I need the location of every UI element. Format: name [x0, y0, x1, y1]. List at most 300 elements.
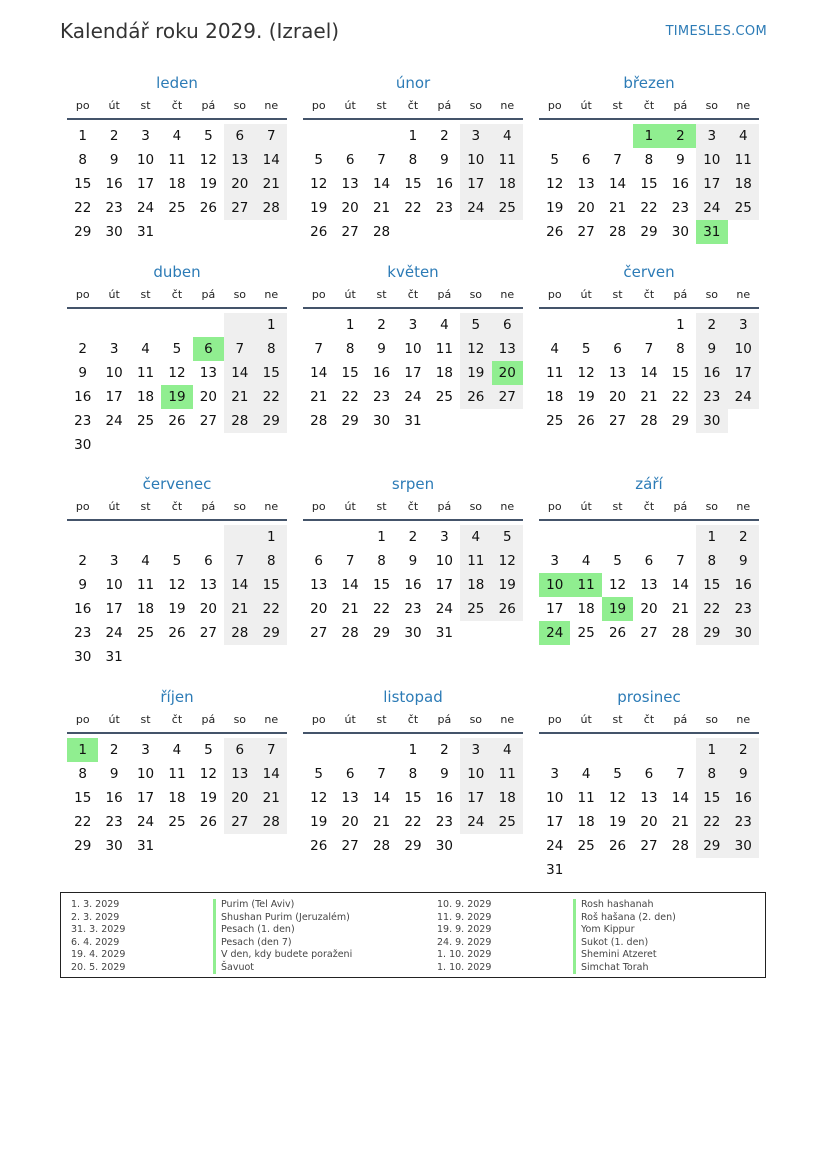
week-row [67, 834, 287, 858]
weekday-label: po [75, 500, 90, 513]
week-row [303, 621, 523, 645]
day-cell: 14 [224, 573, 255, 597]
holiday-name: Roš hašana (2. den) [573, 912, 676, 925]
empty-day-cell [224, 220, 255, 244]
day-cell: 6 [204, 553, 213, 569]
empty-day-cell [256, 834, 287, 858]
week-row [303, 786, 523, 810]
empty-day-cell [98, 433, 129, 457]
day-cell: 1 [256, 313, 287, 337]
weekday-label: so [469, 99, 483, 112]
day-cell: 12 [492, 549, 523, 573]
empty-day-cell [570, 124, 601, 148]
day-cell: 7 [676, 766, 685, 782]
weekday-label: ne [736, 500, 751, 513]
month-name: únor [395, 74, 431, 92]
week-row [539, 834, 759, 858]
day-cell: 9 [728, 762, 759, 786]
month-name: duben [153, 263, 201, 281]
day-cell: 28 [671, 625, 689, 641]
weekday-label: čt [643, 99, 655, 112]
week-row [539, 361, 759, 385]
holiday-name: V den, kdy budete poraženi [213, 949, 352, 962]
week-row [539, 196, 759, 220]
empty-day-cell [728, 409, 759, 433]
day-cell: 7 [377, 152, 386, 168]
week-row [67, 385, 287, 409]
week-row [303, 385, 523, 409]
day-cell: 2 [728, 738, 759, 762]
day-cell: 17 [136, 176, 155, 192]
day-cell: 29 [74, 224, 92, 240]
day-cell: 17 [460, 786, 491, 810]
day-cell: 2 [109, 742, 119, 758]
empty-day-cell [193, 220, 224, 244]
day-cell: 8 [408, 766, 418, 782]
day-cell: 29 [404, 838, 422, 854]
weekday-label: pá [437, 500, 452, 513]
weekday-label: so [233, 500, 247, 513]
day-cell: 4 [581, 766, 591, 782]
day-cell: 17 [546, 814, 564, 830]
month-name: leden [156, 74, 198, 92]
week-row [539, 738, 759, 762]
week-row [539, 220, 759, 244]
day-cell: 23 [105, 200, 123, 216]
day-cell: 2 [728, 525, 759, 549]
day-cell: 28 [372, 838, 391, 854]
day-cell: 8 [78, 152, 87, 168]
week-row [67, 361, 287, 385]
month-name: červenec [142, 475, 212, 493]
day-cell: 11 [728, 148, 759, 172]
day-cell: 16 [728, 786, 759, 810]
day-cell: 7 [377, 766, 386, 782]
day-cell: 8 [408, 152, 418, 168]
day-cell: 1 [408, 128, 418, 144]
month-1 [303, 73, 523, 244]
day-cell: 18 [577, 814, 595, 830]
weekday-label: pá [201, 99, 216, 112]
day-cell: 17 [404, 365, 422, 381]
empty-day-cell [303, 525, 334, 549]
weekday-label: pá [673, 99, 688, 112]
holiday-names-column-1 [213, 899, 352, 974]
day-cell: 26 [310, 838, 328, 854]
weekday-label: po [547, 288, 562, 301]
day-cell: 12 [168, 365, 186, 381]
day-cell: 29 [256, 409, 287, 433]
weekday-label: po [75, 713, 90, 726]
empty-day-cell [98, 525, 129, 549]
day-cell: 20 [608, 389, 627, 405]
day-cell: 16 [74, 601, 92, 617]
day-cell: 14 [224, 361, 255, 385]
day-cell: 6 [613, 341, 622, 357]
day-cell: 15 [372, 577, 391, 593]
weekday-label: st [612, 500, 623, 513]
day-cell: 22 [372, 601, 391, 617]
weekday-label: ne [736, 99, 751, 112]
day-cell: 2 [377, 317, 386, 333]
empty-day-cell [130, 525, 161, 549]
holiday-dates-column-1 [71, 899, 125, 974]
empty-day-cell [460, 834, 491, 858]
holiday-name: Pesach (1. den) [213, 924, 352, 937]
week-row [303, 810, 523, 834]
week-row [303, 573, 523, 597]
day-cell: 19 [608, 814, 627, 830]
holiday-date: 24. 9. 2029 [437, 936, 492, 948]
day-cell: 26 [168, 413, 186, 429]
day-cell: 19 [546, 200, 564, 216]
day-cell: 27 [224, 196, 255, 220]
day-cell: 24 [404, 389, 422, 405]
empty-day-cell [366, 124, 397, 148]
empty-day-cell [130, 433, 161, 457]
week-row [539, 409, 759, 433]
day-cell: 30 [435, 838, 453, 854]
holiday-list [60, 892, 766, 978]
weekday-label: st [140, 500, 151, 513]
day-cell: 6 [492, 313, 523, 337]
empty-day-cell [570, 858, 601, 882]
holiday-name: Shushan Purim (Jeruzalém) [213, 912, 352, 925]
weekday-label: so [233, 288, 247, 301]
day-cell: 15 [74, 176, 92, 192]
day-cell: 14 [310, 365, 328, 381]
day-cell: 24 [539, 621, 570, 645]
week-row [67, 573, 287, 597]
day-cell: 28 [224, 409, 255, 433]
day-cell: 26 [168, 625, 186, 641]
day-cell: 11 [460, 549, 491, 573]
day-cell: 3 [141, 742, 150, 758]
week-row [303, 313, 523, 337]
weekday-label: pá [673, 500, 688, 513]
day-cell: 24 [546, 838, 564, 854]
day-cell: 22 [256, 597, 287, 621]
empty-day-cell [193, 313, 224, 337]
month-name: srpen [391, 475, 435, 493]
day-cell: 5 [204, 128, 213, 144]
day-cell: 23 [372, 389, 391, 405]
day-cell: 10 [460, 148, 491, 172]
empty-day-cell [602, 124, 633, 148]
day-cell: 10 [696, 148, 727, 172]
weekday-label: so [469, 500, 483, 513]
day-cell: 30 [105, 224, 123, 240]
day-cell: 24 [136, 200, 155, 216]
day-cell: 12 [199, 766, 217, 782]
day-cell: 22 [256, 385, 287, 409]
weekday-header [67, 713, 287, 734]
weekday-label: út [108, 713, 120, 726]
day-cell: 31 [696, 220, 727, 244]
day-cell: 10 [105, 365, 123, 381]
day-cell: 5 [314, 766, 323, 782]
day-cell: 29 [671, 413, 689, 429]
weekday-label: po [547, 713, 562, 726]
day-cell: 28 [310, 413, 328, 429]
day-cell: 30 [105, 838, 123, 854]
day-cell: 19 [492, 573, 523, 597]
day-cell: 25 [577, 838, 595, 854]
day-cell: 17 [136, 790, 155, 806]
holiday-date: 1. 10. 2029 [437, 961, 492, 973]
weekday-label: pá [201, 500, 216, 513]
day-cell: 28 [671, 838, 689, 854]
day-cell: 31 [105, 649, 123, 665]
day-cell: 30 [728, 834, 759, 858]
week-row [303, 525, 523, 549]
day-cell: 2 [109, 128, 119, 144]
empty-day-cell [492, 409, 523, 433]
day-cell: 25 [136, 625, 155, 641]
day-cell: 29 [696, 834, 727, 858]
day-cell: 18 [460, 573, 491, 597]
week-row [303, 196, 523, 220]
day-cell: 2 [440, 128, 449, 144]
week-row [539, 621, 759, 645]
day-cell: 5 [460, 313, 491, 337]
day-cell: 13 [640, 790, 658, 806]
day-cell: 19 [310, 200, 328, 216]
day-cell: 22 [696, 597, 727, 621]
day-cell: 4 [460, 525, 491, 549]
day-cell: 22 [640, 200, 658, 216]
week-row [303, 148, 523, 172]
day-cell: 28 [372, 224, 391, 240]
weekday-header [303, 500, 523, 521]
weekday-label: st [140, 99, 151, 112]
holiday-name: Shemini Atzeret [573, 949, 676, 962]
day-cell: 18 [577, 601, 595, 617]
empty-day-cell [570, 738, 601, 762]
day-cell: 26 [608, 625, 627, 641]
day-cell: 15 [671, 365, 689, 381]
empty-day-cell [539, 525, 570, 549]
day-cell: 16 [105, 790, 123, 806]
weekday-label: út [580, 99, 592, 112]
empty-day-cell [397, 220, 428, 244]
empty-day-cell [161, 313, 192, 337]
day-cell: 7 [345, 553, 355, 569]
day-cell: 23 [435, 814, 453, 830]
day-cell: 27 [199, 625, 217, 641]
week-row [67, 433, 287, 457]
day-cell: 4 [172, 742, 182, 758]
month-7 [303, 474, 523, 645]
day-cell: 11 [492, 148, 523, 172]
empty-day-cell [665, 858, 696, 882]
empty-day-cell [570, 313, 601, 337]
empty-day-cell [602, 738, 633, 762]
weekday-label: st [376, 288, 387, 301]
day-cell: 28 [256, 810, 287, 834]
day-cell: 5 [581, 341, 591, 357]
day-cell: 20 [640, 814, 658, 830]
month-4 [303, 262, 523, 433]
empty-day-cell [67, 313, 98, 337]
day-cell: 22 [74, 200, 92, 216]
day-cell: 14 [640, 365, 658, 381]
day-cell: 27 [199, 413, 217, 429]
day-cell: 3 [460, 738, 491, 762]
day-cell: 19 [161, 385, 192, 409]
day-cell: 1 [676, 317, 685, 333]
day-cell: 7 [644, 341, 654, 357]
day-cell: 23 [105, 814, 123, 830]
day-cell: 4 [728, 124, 759, 148]
day-cell: 13 [199, 365, 217, 381]
day-cell: 11 [570, 573, 601, 597]
weekday-label: út [344, 713, 356, 726]
weekday-label: ne [264, 99, 279, 112]
weekday-header [539, 288, 759, 309]
empty-day-cell [161, 220, 192, 244]
day-cell: 4 [492, 124, 523, 148]
day-cell: 23 [728, 597, 759, 621]
week-row [539, 313, 759, 337]
day-cell: 30 [372, 413, 391, 429]
day-cell: 14 [341, 577, 359, 593]
day-cell: 14 [372, 790, 391, 806]
empty-day-cell [570, 525, 601, 549]
weekday-label: so [705, 713, 719, 726]
day-cell: 24 [105, 413, 123, 429]
month-name: březen [623, 74, 675, 92]
week-row [67, 337, 287, 361]
day-cell: 11 [492, 762, 523, 786]
holiday-date: 2. 3. 2029 [71, 911, 120, 923]
day-cell: 25 [460, 597, 491, 621]
day-cell: 21 [256, 786, 287, 810]
day-cell: 23 [74, 625, 92, 641]
holiday-name: Šavuot [213, 962, 352, 975]
day-cell: 3 [408, 317, 418, 333]
weekday-label: so [469, 713, 483, 726]
day-cell: 31 [136, 224, 155, 240]
day-cell: 25 [577, 625, 595, 641]
day-cell: 12 [168, 577, 186, 593]
day-cell: 12 [310, 176, 328, 192]
day-cell: 25 [136, 413, 155, 429]
week-row [67, 196, 287, 220]
day-cell: 21 [671, 814, 689, 830]
day-cell: 1 [67, 738, 98, 762]
weekday-label: ne [264, 500, 279, 513]
weekday-header [67, 99, 287, 120]
day-cell: 20 [341, 200, 359, 216]
day-cell: 1 [633, 124, 664, 148]
day-cell: 17 [728, 361, 759, 385]
day-cell: 9 [728, 549, 759, 573]
day-cell: 29 [341, 413, 359, 429]
day-cell: 24 [460, 810, 491, 834]
day-cell: 2 [78, 553, 87, 569]
weekday-label: pá [437, 288, 452, 301]
day-cell: 8 [256, 549, 287, 573]
empty-day-cell [67, 525, 98, 549]
empty-day-cell [161, 645, 192, 669]
day-cell: 10 [728, 337, 759, 361]
day-cell: 20 [224, 172, 255, 196]
empty-day-cell [429, 220, 460, 244]
day-cell: 16 [372, 365, 391, 381]
day-cell: 12 [546, 176, 564, 192]
month-2 [539, 73, 759, 244]
week-row [539, 148, 759, 172]
site-link[interactable]: TIMESLES.COM [665, 24, 767, 39]
weekday-label: út [344, 500, 356, 513]
weekday-label: pá [201, 713, 216, 726]
weekday-label: ne [736, 288, 751, 301]
weekday-header [303, 99, 523, 120]
week-row [67, 313, 287, 337]
day-cell: 28 [256, 196, 287, 220]
weekday-header [539, 500, 759, 521]
day-cell: 13 [224, 762, 255, 786]
week-row [539, 525, 759, 549]
day-cell: 27 [492, 385, 523, 409]
weekday-label: pá [673, 713, 688, 726]
weekday-header [539, 99, 759, 120]
day-cell: 7 [256, 124, 287, 148]
month-name: říjen [160, 688, 194, 706]
day-cell: 18 [492, 172, 523, 196]
empty-day-cell [539, 124, 570, 148]
weekday-label: po [75, 288, 90, 301]
day-cell: 19 [577, 389, 595, 405]
weekday-label: čt [643, 500, 655, 513]
empty-day-cell [256, 433, 287, 457]
day-cell: 27 [341, 838, 359, 854]
day-cell: 7 [676, 553, 685, 569]
holiday-name: Simchat Torah [573, 962, 676, 975]
day-cell: 21 [310, 389, 328, 405]
day-cell: 25 [492, 810, 523, 834]
day-cell: 27 [224, 810, 255, 834]
day-cell: 6 [644, 766, 654, 782]
weekday-label: st [376, 500, 387, 513]
day-cell: 28 [640, 413, 658, 429]
day-cell: 13 [341, 790, 359, 806]
holiday-date: 1. 3. 2029 [71, 899, 120, 910]
empty-day-cell [256, 645, 287, 669]
day-cell: 23 [435, 200, 453, 216]
day-cell: 11 [136, 577, 155, 593]
empty-day-cell [633, 525, 664, 549]
day-cell: 11 [168, 152, 186, 168]
day-cell: 20 [341, 814, 359, 830]
weekday-label: so [705, 288, 719, 301]
day-cell: 7 [256, 738, 287, 762]
empty-day-cell [98, 313, 129, 337]
day-cell: 18 [728, 172, 759, 196]
day-cell: 17 [460, 172, 491, 196]
week-row [67, 220, 287, 244]
day-cell: 14 [256, 762, 287, 786]
empty-day-cell [602, 858, 633, 882]
day-cell: 13 [640, 577, 658, 593]
weekday-label: ne [500, 713, 515, 726]
month-name: prosinec [617, 688, 681, 706]
empty-day-cell [130, 313, 161, 337]
week-row [67, 409, 287, 433]
day-cell: 1 [377, 529, 386, 545]
weekday-label: so [233, 713, 247, 726]
